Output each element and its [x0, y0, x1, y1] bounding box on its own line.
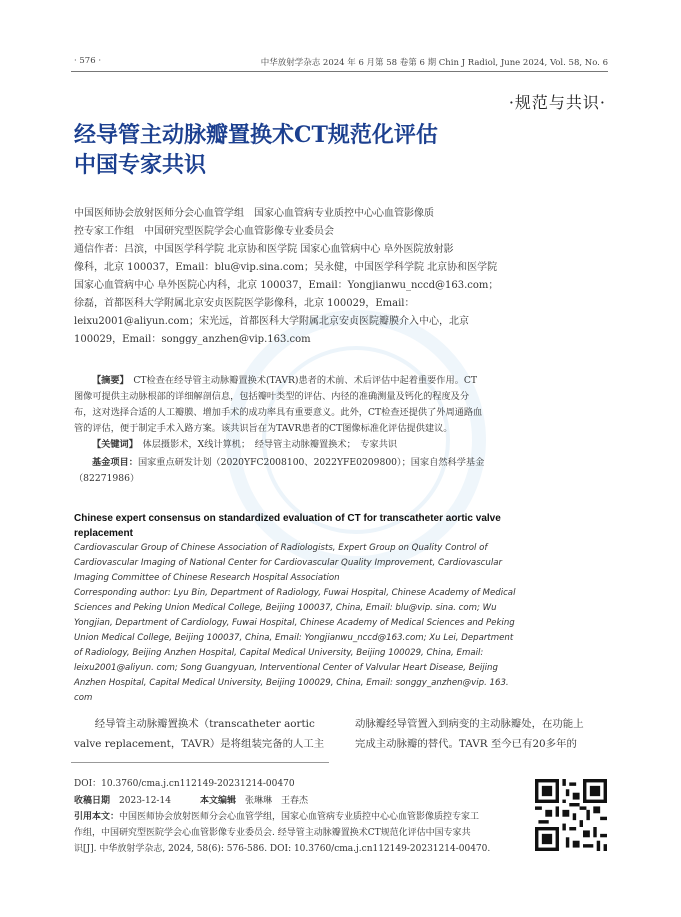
abstract-line: 管的评估，便于制定手术入路方案。该共识旨在为TAVR患者的CT图像标准化评估提供建议。 [74, 423, 453, 434]
doi: DOI：10.3760/cma.j.cn112149-20231214-00470 [74, 779, 295, 789]
english-corr-line: Union Medical College, Beijing 100037, China, Email: Yongjianwu_nccd@163.com; Xu Lei, Department [74, 633, 514, 643]
english-corr-line: Sciences and Peking Union Medical College, Beijing 100037, China, Email: blu@vip. sina. com; Wu [74, 603, 497, 613]
cite-line: 识[J]. 中华放射学杂志, 2024, 58(6): 576-586. DOI: 10.3760/cma.j.cn112149-20231214-00470. [74, 844, 491, 854]
section-tag: ·规范与共识· [508, 93, 606, 112]
fund-line: 基金项目：国家重点研发计划（2020YFC2008100、2022YFE0209800）；国家自然科学基金 [92, 457, 485, 468]
page-number: · 576 · [74, 56, 102, 66]
english-title-line-1: Chinese expert consensus on standardized evaluation of CT for transcatheter aortic valve [74, 513, 501, 524]
abstract-line: 【摘要】 CT检查在经导管主动脉瓣置换术(TAVR)患者的术前、术后评估中起着重要作用。CT [92, 375, 477, 386]
english-corr-line: Anzhen Hospital, Capital Medical University, Beijing 100029, China, Email: songgy_anzhen@vip. 163. [74, 678, 509, 688]
journal-header: 中华放射学杂志 2024 年 6 月第 58 卷第 6 期 Chin J Radiol, June 2024, Vol. 58, No. 6 [260, 58, 608, 68]
author-line: 像科，北京 100037，Email：blu@vip.sina.com；吴永健，中国医学科学院 北京协和医学院 [74, 262, 498, 273]
fund-line: （82271986） [74, 473, 140, 484]
author-line: 控专家工作组 中国研究型医院学会心血管影像专业委员会 [74, 226, 334, 237]
body-right-line: 完成主动脉瓣的替代。TAVR 至今已有20多年的 [355, 738, 577, 750]
english-author-line: Cardiovascular Group of Chinese Association of Radiologists, Expert Group on Quality Control of [74, 543, 488, 553]
english-corr-line: com [74, 693, 93, 703]
footnote-rule [71, 762, 329, 763]
abstract-label: 【摘要】 [92, 375, 125, 386]
english-author-line: Imaging Committee of Chinese Research Hospital Association [74, 573, 340, 583]
english-corr-line: Yongjian, Department of Cardiology, Fuwai Hospital, Chinese Academy of Medical Sciences and Peking [74, 618, 515, 628]
cite-line: 引用本文：中国医师协会放射医师分会心血管学组，国家心血管病专业质控中心心血管影像质控专家工 [74, 812, 480, 822]
received-line: 收稿日期 2023-12-14 [74, 796, 171, 806]
english-corr-line: Corresponding author: Lyu Bin, Department of Radiology, Fuwai Hospital, Chinese Academy of Medical [74, 588, 516, 598]
author-line: 徐磊，首都医科大学附属北京安贞医院医学影像科，北京 100029，Email： [74, 298, 415, 309]
abstract-line: 布，这对选择合适的人工瓣膜、增加手术的成功率具有重要意义。此外，CT检查还提供了外周通路血 [74, 407, 483, 418]
editor-line: 本文编辑 张琳琳 王春杰 [200, 796, 309, 806]
keywords-line: 【关键词】 体层摄影术，X线计算机； 经导管主动脉瓣置换术； 专家共识 [92, 439, 398, 450]
keywords-label: 【关键词】 [92, 439, 134, 450]
article-title-line-2: 中国专家共识 [74, 152, 207, 178]
fund-label: 基金项目： [92, 457, 138, 468]
header-rule [71, 71, 608, 72]
body-right-line: 动脉瓣经导管置入到病变的主动脉瓣处，在功能上 [355, 718, 584, 730]
english-author-line: Cardiovascular Imaging of National Center for Cardiovascular Quality Improvement, Cardiovascular [74, 558, 503, 568]
english-corr-line: of Radiology, Beijing Anzhen Hospital, Capital Medical University, Beijing 100029, China, Email: [74, 648, 484, 658]
author-line: 通信作者：吕滨，中国医学科学院 北京协和医学院 国家心血管病中心 阜外医院放射影 [74, 244, 454, 255]
article-title-line-1: 经导管主动脉瓣置换术CT规范化评估 [74, 122, 438, 148]
english-title-line-2: replacement [74, 528, 133, 539]
abstract-line: 图像可提供主动脉根部的详细解剖信息，包括瓣叶类型的评估、内径的准确测量及钙化的程度及分 [74, 391, 470, 402]
cite-line: 作组，中国研究型医院学会心血管影像专业委员会. 经导管主动脉瓣置换术CT规范化评估中国专家共 [74, 828, 471, 838]
qr-code-icon [535, 779, 607, 851]
author-line: 国家心血管病中心 阜外医院心内科，北京 100037，Email：Yongjianwu_nccd@163.com； [74, 280, 499, 291]
english-corr-line: leixu2001@aliyun. com; Song Guangyuan, Interventional Center of Valvular Heart Disease, Beijing [74, 663, 498, 673]
body-left-line: valve replacement，TAVR）是将组装完备的人工主 [74, 738, 325, 750]
author-line: 中国医师协会放射医师分会心血管学组 国家心血管病专业质控中心心血管影像质 [74, 208, 434, 219]
author-line: 100029，Email：songgy_anzhen@vip.163.com [74, 334, 311, 345]
body-left-line: 经导管主动脉瓣置换术（transcatheter aortic [74, 718, 315, 730]
author-line: leixu2001@aliyun.com；宋光远，首都医科大学附属北京安贞医院瓣膜介入中心，北京 [74, 316, 470, 327]
